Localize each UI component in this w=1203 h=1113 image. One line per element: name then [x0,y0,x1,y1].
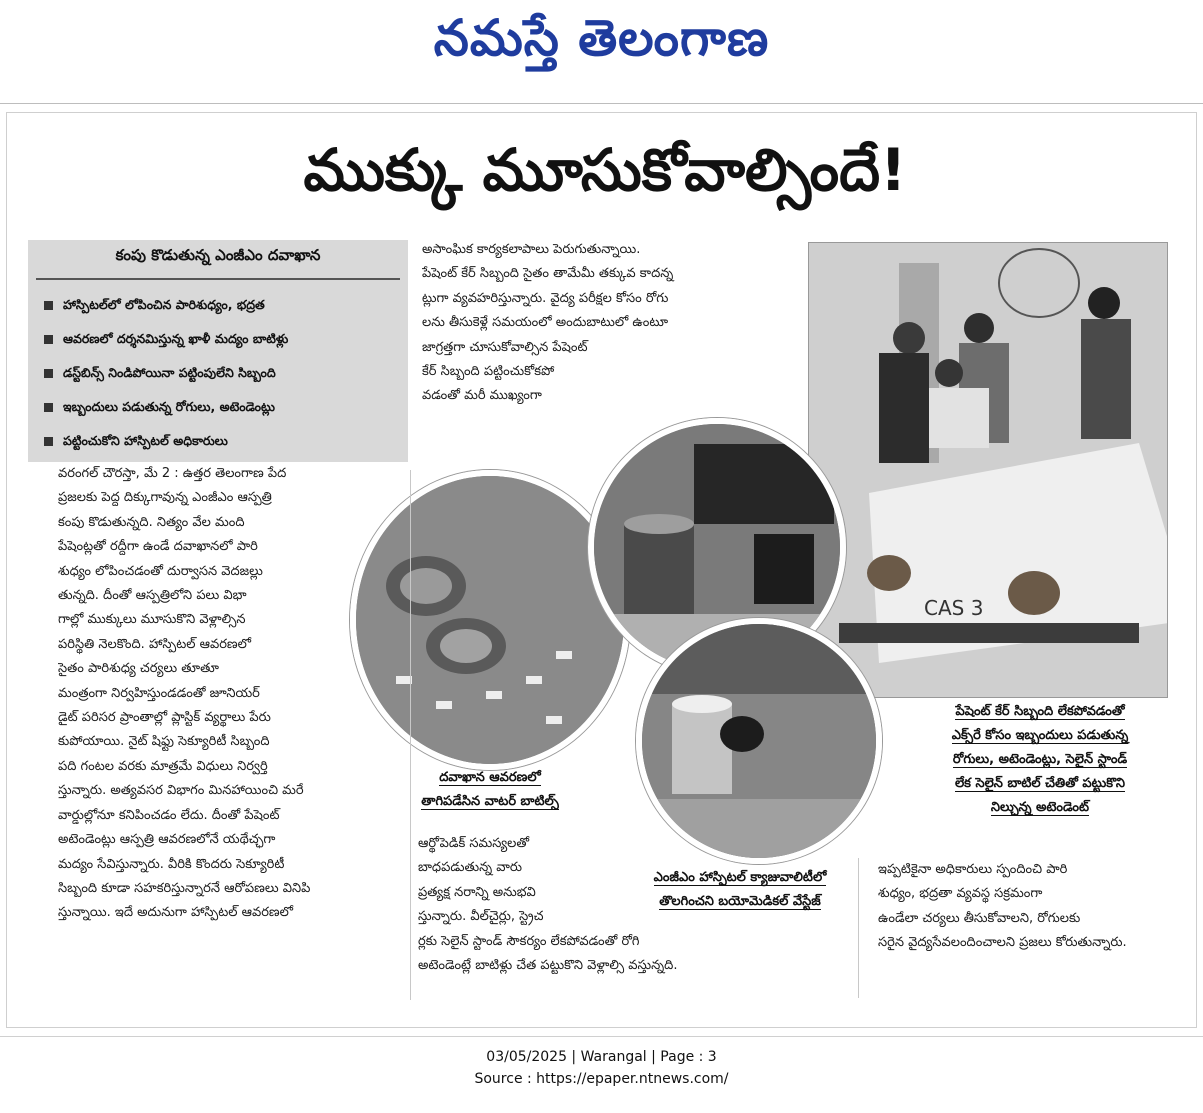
footer-divider [0,1036,1203,1037]
bullet-square-icon [44,437,53,446]
caption-line: దవాఖాన ఆవరణలో [439,770,541,785]
text-line: వరంగల్ చౌరస్తా, మే 2 : ఉత్తర తెలంగాణ పేద [58,466,287,481]
text-line: పరిస్థితి నెలకొంది. హాస్పిటల్ ఆవరణలో [58,636,252,652]
text-line: మంత్రంగా నిర్వహిస్తుండడంతో జూనియర్ [58,685,260,701]
text-line: అటెండెంట్లే బాటిళ్లు చేత పట్టుకొని వెళ్లాల్సి వస్తున్నది. [418,958,678,974]
bullet-square-icon [44,335,53,344]
text-line: కంపు కొడుతున్నది. నిత్యం వేల మంది [58,514,245,530]
text-line: ప్రజలకు పెద్ద దిక్కుగావున్న ఎంజీఎం ఆస్పత్రి [58,490,272,506]
text-line: జాగ్రత్తగా చూసుకోవాల్సిన పేషెంట్ [422,339,588,355]
caption-line: లేక సెలైన్ బాటిల్ చేతితో పట్టుకొని [954,776,1126,791]
text-line: గాల్లో ముక్కులు మూసుకొని వెళ్లాల్సిన [58,612,246,628]
text-line: ప్రత్యక్ష నరాన్ని అనుభవి [418,884,536,900]
bullet-square-icon [44,301,53,310]
headline: ముక్కు మూసుకోవాల్సిందే! [303,136,907,204]
kicker-title: కంపు కొడుతున్న ఎంజీఎం దవాఖాన [115,246,321,264]
photo-biomedical-waste [636,618,882,864]
text-line: సైతం పారిశుధ్య చర్యలు తూతూ [58,661,219,677]
text-line: పేషెంట్ కేర్ సిబ్బంది సైతం తామేమీ తక్కువ కాదన్న [422,266,674,282]
text-line: ట్లుగా వ్యవహరిస్తున్నారు. వైద్య పరీక్షల కోసం రోగు [422,290,669,306]
kicker-divider [36,278,400,280]
text-line: శుధ్యం, భద్రతా వ్యవస్థ సక్రమంగా [878,886,1043,902]
text-line: పేషెంట్లతో రద్దీగా ఉండే దవాఖానలో పారి [58,539,258,555]
caption-line: రోగులు, అటెండెంట్లు, సెలైన్ స్టాండ్ [952,752,1128,767]
photo-debris-bottles [350,470,630,770]
bullet-square-icon [44,369,53,378]
masthead-logo: నమస్తే తెలంగాణ [433,8,770,67]
bullet-item: పట్టించుకోని హాస్పిటల్ అధికారులు [44,424,404,458]
text-line: ర్లకు సెలైన్ స్టాండ్ సౌకర్యం లేకపోవడంతో రోగి [418,933,640,949]
caption-patient-care [900,700,1180,820]
caption-line: తాగిపడేసిన వాటర్ బాటిల్స్ [421,794,559,809]
text-line: బాధపడుతున్న వారు [418,860,523,876]
footer [0,1046,1203,1090]
text-line: అసాంఘిక కార్యకలాపాలు పెరుగుతున్నాయి. [422,242,641,257]
masthead [0,0,1203,104]
article-column-1 [58,462,403,926]
kicker-box [28,240,408,462]
caption-line: తొలగించని బయోమెడికల్ వేస్టేజ్ [659,894,821,909]
text-line: ఆర్థోపెడిక్ సమస్యలతో [418,836,530,851]
text-line: వార్డుల్లోనూ కనిపించడం లేదు. దీంతో పేషెంట్ [58,807,280,823]
bullet-item: ఇబ్బందులు పడుతున్న రోగులు, అటెండెంట్లు [44,390,404,424]
text-line: పది గంటల వరకు మాత్రమే విధులు నిర్వర్తి [58,758,268,774]
text-line: స్తున్నాయి. ఇదే అదునుగా హాస్పిటల్ ఆవరణలో [58,905,294,921]
article-column-4 [878,858,1178,956]
bullet-item: హాస్పిటల్‌లో లోపించిన పారిశుధ్యం, భద్రత [44,288,404,322]
text-line: సరైన వైద్యసేవలందించాలని ప్రజలు కోరుతున్నారు. [878,935,1127,951]
text-line: స్తున్నారు. అత్యవసర విభాగం మినహాయించి మరే [58,783,304,799]
caption-biomedical-waste [600,866,880,914]
caption-line: నిల్చున్న అటెండెంట్ [990,800,1090,815]
caption-line: ఎంజీఎం హాస్పిటల్ క్యాజువాలిటీలో [653,870,827,885]
text-line: సిబ్బంది కూడా సహకరిస్తున్నారనే ఆరోపణలు వినిపి [58,880,311,896]
photo-biomedical-waste-illustration [642,624,876,858]
stretcher-marking: CAS 3 [924,596,984,620]
article-column-2 [422,238,792,409]
text-line: అటెండెంట్లు ఆస్పత్రి ఆవరణలోనే యథేచ్ఛగా [58,832,276,848]
bullet-item: డస్ట్‌బిన్స్ నిండిపోయినా పట్టింపులేని సిబ్బంది [44,356,404,390]
text-line: డైట్ పరిసర ప్రాంతాల్లో ప్లాస్టిక్ వ్యర్థాలు పేరు [58,710,271,726]
text-line: కేర్ సిబ్బంది పట్టించుకోకపో [422,364,555,380]
footer-date-edition: 03/05/2025 | Warangal | Page : 3 [486,1049,717,1065]
bullet-square-icon [44,403,53,412]
kicker-bullets [44,288,404,458]
text-line: కుపోయాయి. నైట్ షిఫ్టు సెక్యూరిటీ సిబ్బంది [58,734,270,750]
footer-source: Source : https://epaper.ntnews.com/ [474,1071,729,1087]
text-line: శుధ్యం లోపించడంతో దుర్వాసన వెదజల్లు [58,563,263,579]
bullet-item: ఆవరణలో దర్శనమిస్తున్న ఖాళీ మద్యం బాటిళ్లు [44,322,404,356]
text-line: ఇప్పటికైనా అధికారులు స్పందించి పారి [878,862,1068,877]
caption-line: ఎక్స్‌రే కోసం ఇబ్బందులు పడుతున్న [951,728,1129,743]
text-line: మద్యం సేవిస్తున్నారు. వీరికి కొందరు సెక్యూరిటీ [58,856,285,872]
caption-line: పేషెంట్ కేర్ సిబ్బంది లేకపోవడంతో [955,704,1125,719]
photo-debris-illustration [356,476,624,764]
column-divider [410,470,411,1000]
text-line: స్తున్నారు. వీల్‌చైర్లు, స్ట్రెచ [418,909,544,925]
text-line: తున్నది. దీంతో ఆస్పత్రిలోని పలు విభా [58,588,247,604]
text-line: ఉండేలా చర్యలు తీసుకోవాలని, రోగులకు [878,910,1081,926]
text-line: లను తీసుకెళ్లే సమయంలో అందుబాటులో ఉంటూ [422,315,669,331]
text-line: వడంతో మరీ ముఖ్యంగా [422,388,542,404]
caption-water-bottles [380,766,600,814]
